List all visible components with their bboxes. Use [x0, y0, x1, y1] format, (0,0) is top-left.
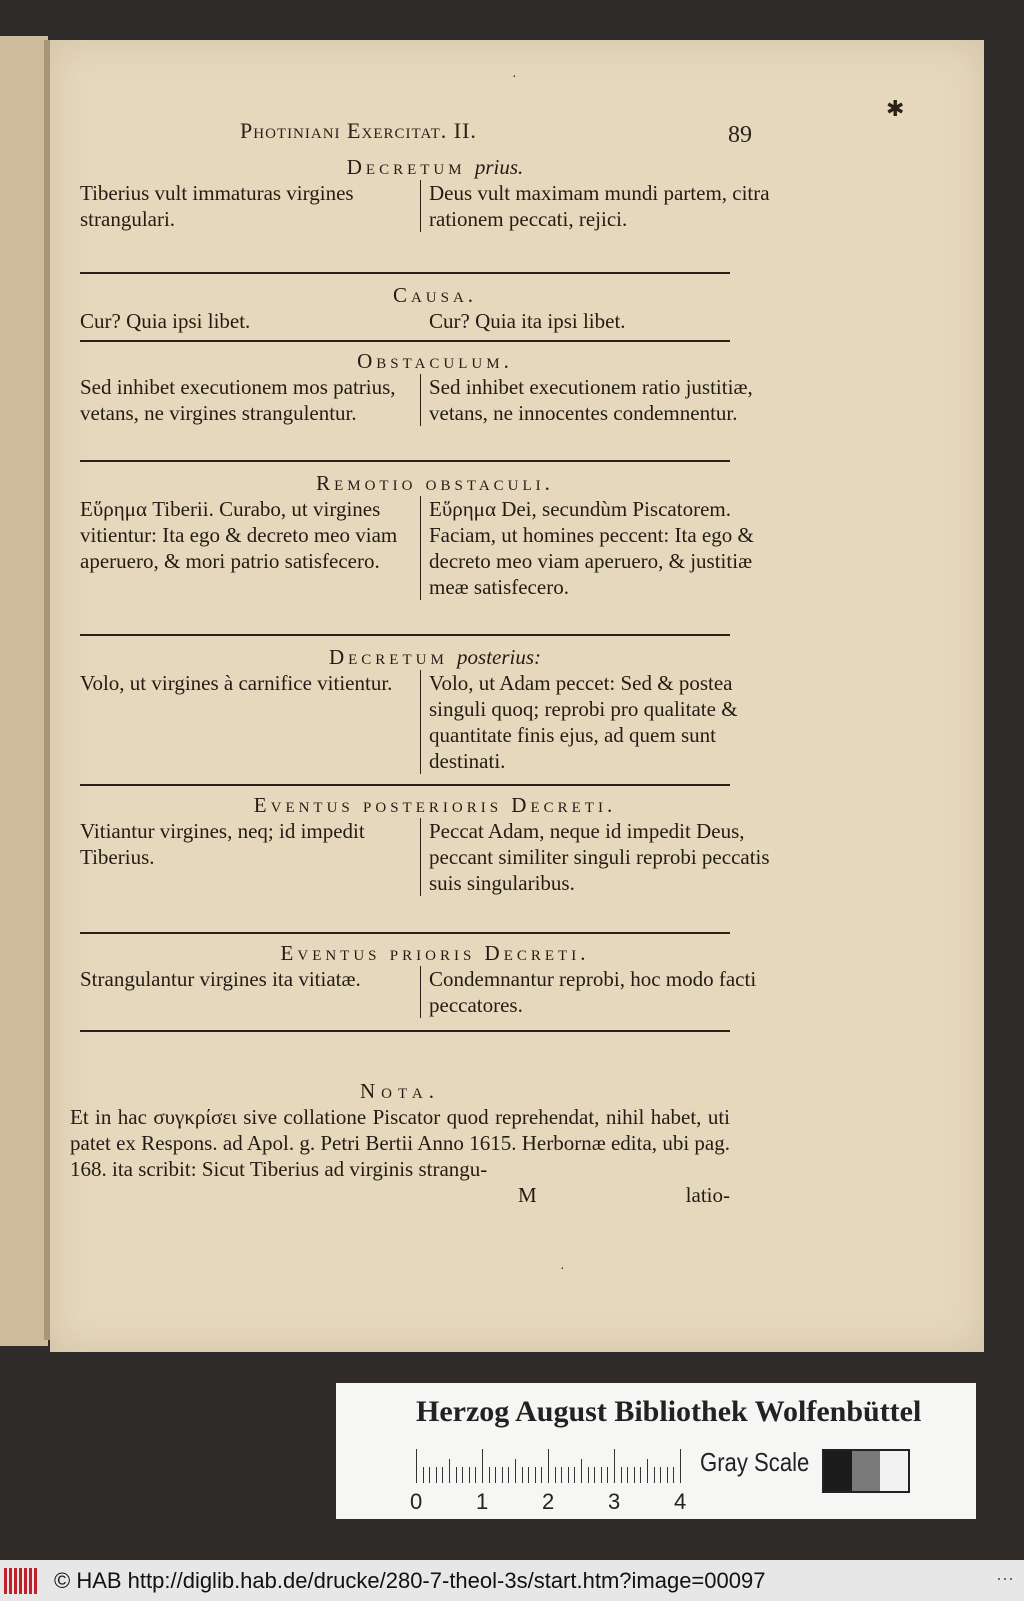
ruler-tick — [475, 1467, 476, 1483]
section-rule — [80, 634, 730, 636]
left-column-text: Volo, ut virgines à carnifice vitientur. — [80, 671, 393, 695]
right-column-text: Peccat Adam, neque id impedit Deus, peccant similiter singuli reprobi peccatis suis singularibus. — [420, 818, 790, 896]
signature-mark: M — [518, 1183, 537, 1207]
left-column-text: Tiberius vult immaturas virgines strangulari. — [80, 181, 354, 231]
ink-speck: · — [560, 1262, 565, 1277]
ruler-tick — [647, 1459, 648, 1483]
scale-ruler — [416, 1449, 692, 1483]
ruler-tick — [423, 1467, 424, 1483]
ruler-tick — [508, 1467, 509, 1483]
library-name: Herzog August Bibliothek Wolfenbüttel — [416, 1395, 922, 1428]
left-column-text: Cur? Quia ipsi libet. — [80, 309, 251, 333]
section-causa — [80, 282, 790, 334]
ruler-tick — [621, 1467, 622, 1483]
left-column-text: Sed inhibet executionem mos patrius, vetans, ne virgines strangulentur. — [80, 375, 396, 425]
ruler-tick — [640, 1467, 641, 1483]
ink-speck: · — [512, 70, 517, 85]
left-column-text: Εὕρημα Tiberii. Curabo, ut virgines vitientur: Ita ego & decreto meo viam aperuero, & mori patrio satisfecero. — [80, 497, 398, 573]
section-remotio-obstaculi — [80, 470, 790, 600]
ruler-tick — [607, 1467, 608, 1483]
ruler-tick — [627, 1467, 628, 1483]
gray-scale-label: Gray Scale — [700, 1447, 810, 1477]
page-number: 89 — [728, 122, 752, 148]
ruler-tick — [442, 1467, 443, 1483]
ruler-tick — [528, 1467, 529, 1483]
ruler-tick — [581, 1459, 582, 1483]
ruler-tick — [588, 1467, 589, 1483]
running-head: Photiniani Exercitat. II. — [240, 118, 477, 143]
ruler-tick — [673, 1467, 674, 1483]
ruler-tick — [416, 1449, 417, 1483]
section-rule — [80, 932, 730, 934]
gray-swatch-light — [880, 1451, 908, 1491]
section-title: Remotio obstaculi. — [316, 471, 554, 495]
ruler-tick — [515, 1459, 516, 1483]
right-column-text: Volo, ut Adam peccet: Sed & postea singuli quoq; reprobi pro qualitate & quantitate finis ejus, ad quem sunt destinati. — [420, 670, 790, 774]
ruler-tick — [495, 1467, 496, 1483]
nota-block — [70, 1078, 730, 1208]
viewer-footer — [0, 1560, 1024, 1601]
nota-title: Nota. — [359, 1079, 441, 1103]
gray-swatch-dark — [824, 1451, 852, 1491]
ruler-tick — [660, 1467, 661, 1483]
section-title: Decretum posterius: — [328, 645, 542, 669]
right-column-text: Sed inhibet executionem ratio justitiæ, vetans, ne innocentes condemnentur. — [420, 374, 790, 426]
section-title: Obstaculum. — [357, 349, 513, 373]
section-rule — [80, 272, 730, 274]
ruler-tick — [634, 1467, 635, 1483]
ruler-number: 4 — [674, 1489, 687, 1514]
right-column-text: Deus vult maximam mundi partem, citra rationem peccati, rejici. — [420, 180, 790, 232]
ruler-tick — [429, 1467, 430, 1483]
ruler-tick — [436, 1467, 437, 1483]
section-obstaculum — [80, 348, 790, 426]
left-column-text: Vitiantur virgines, neq; id impedit Tiberius. — [80, 819, 365, 869]
ruler-number: 2 — [542, 1489, 555, 1514]
section-decretum-prius — [80, 154, 790, 232]
ruler-tick — [489, 1467, 490, 1483]
catchword: latio- — [685, 1183, 730, 1207]
section-title: Eventus posterioris Decreti. — [253, 793, 617, 817]
section-rule — [80, 340, 730, 342]
right-column-text: Εὕρημα Dei, secundùm Piscatorem. Faciam, ut homines peccent: Ita ego & decreto meo viam aperuero, & justitiæ meæ satisfecero. — [420, 496, 790, 600]
gray-scale-swatches — [822, 1449, 910, 1493]
ruler-number: 3 — [608, 1489, 621, 1514]
credit-link[interactable]: © HAB http://diglib.hab.de/drucke/280-7-theol-3s/start.htm?image=00097 — [54, 1567, 766, 1593]
section-rule — [80, 1030, 730, 1032]
ruler-tick — [535, 1467, 536, 1483]
ruler-tick — [654, 1467, 655, 1483]
facing-page-edge — [0, 36, 48, 1346]
ruler-tick — [502, 1467, 503, 1483]
ruler-tick — [449, 1459, 450, 1483]
ruler-tick — [574, 1467, 575, 1483]
ruler-tick — [555, 1467, 556, 1483]
book-page — [50, 40, 984, 1352]
right-column-text: Cur? Quia ita ipsi libet. — [429, 309, 626, 333]
ruler-tick — [594, 1467, 595, 1483]
ruler-tick — [541, 1467, 542, 1483]
section-rule — [80, 460, 730, 462]
ruler-tick — [469, 1467, 470, 1483]
hab-logo-icon — [4, 1566, 48, 1596]
ruler-tick — [482, 1449, 483, 1483]
section-title: Decretum prius. — [346, 155, 524, 179]
section-title: Causa. — [392, 283, 478, 307]
library-label-card — [336, 1383, 976, 1519]
section-eventus-prioris — [80, 940, 790, 1018]
nota-text: Et in hac συγκρίσει sive collatione Piscator quod reprehendat, nihil habet, uti patet ex Respons. ad Apol. g. Petri Bertii Anno 1615. Herbornæ edita, ubi pag. 168. ita scribit: Sicut Tiberius ad virginis strangu- — [70, 1105, 730, 1181]
signature-line — [70, 1182, 730, 1208]
ruler-tick — [548, 1449, 549, 1483]
section-title: Eventus prioris Decreti. — [280, 941, 590, 965]
section-rule — [80, 784, 730, 786]
ruler-number: 1 — [476, 1489, 489, 1514]
left-column-text: Strangulantur virgines ita vitiatæ. — [80, 967, 361, 991]
ruler-tick — [667, 1467, 668, 1483]
right-column-text: Condemnantur reprobi, hoc modo facti peccatores. — [420, 966, 790, 1018]
ruler-tick — [561, 1467, 562, 1483]
ruler-tick — [680, 1449, 681, 1483]
more-icon[interactable]: ··· — [996, 1568, 1014, 1588]
gray-swatch-mid — [852, 1451, 880, 1491]
ruler-tick — [462, 1467, 463, 1483]
section-eventus-posterioris — [80, 792, 790, 896]
section-decretum-posterius — [80, 644, 790, 774]
ruler-tick — [601, 1467, 602, 1483]
ruler-tick — [456, 1467, 457, 1483]
ruler-tick — [568, 1467, 569, 1483]
ruler-number: 0 — [410, 1489, 423, 1514]
ruler-tick — [522, 1467, 523, 1483]
ruler-tick — [614, 1449, 615, 1483]
ornament-mark-icon: ✱ — [886, 96, 905, 121]
